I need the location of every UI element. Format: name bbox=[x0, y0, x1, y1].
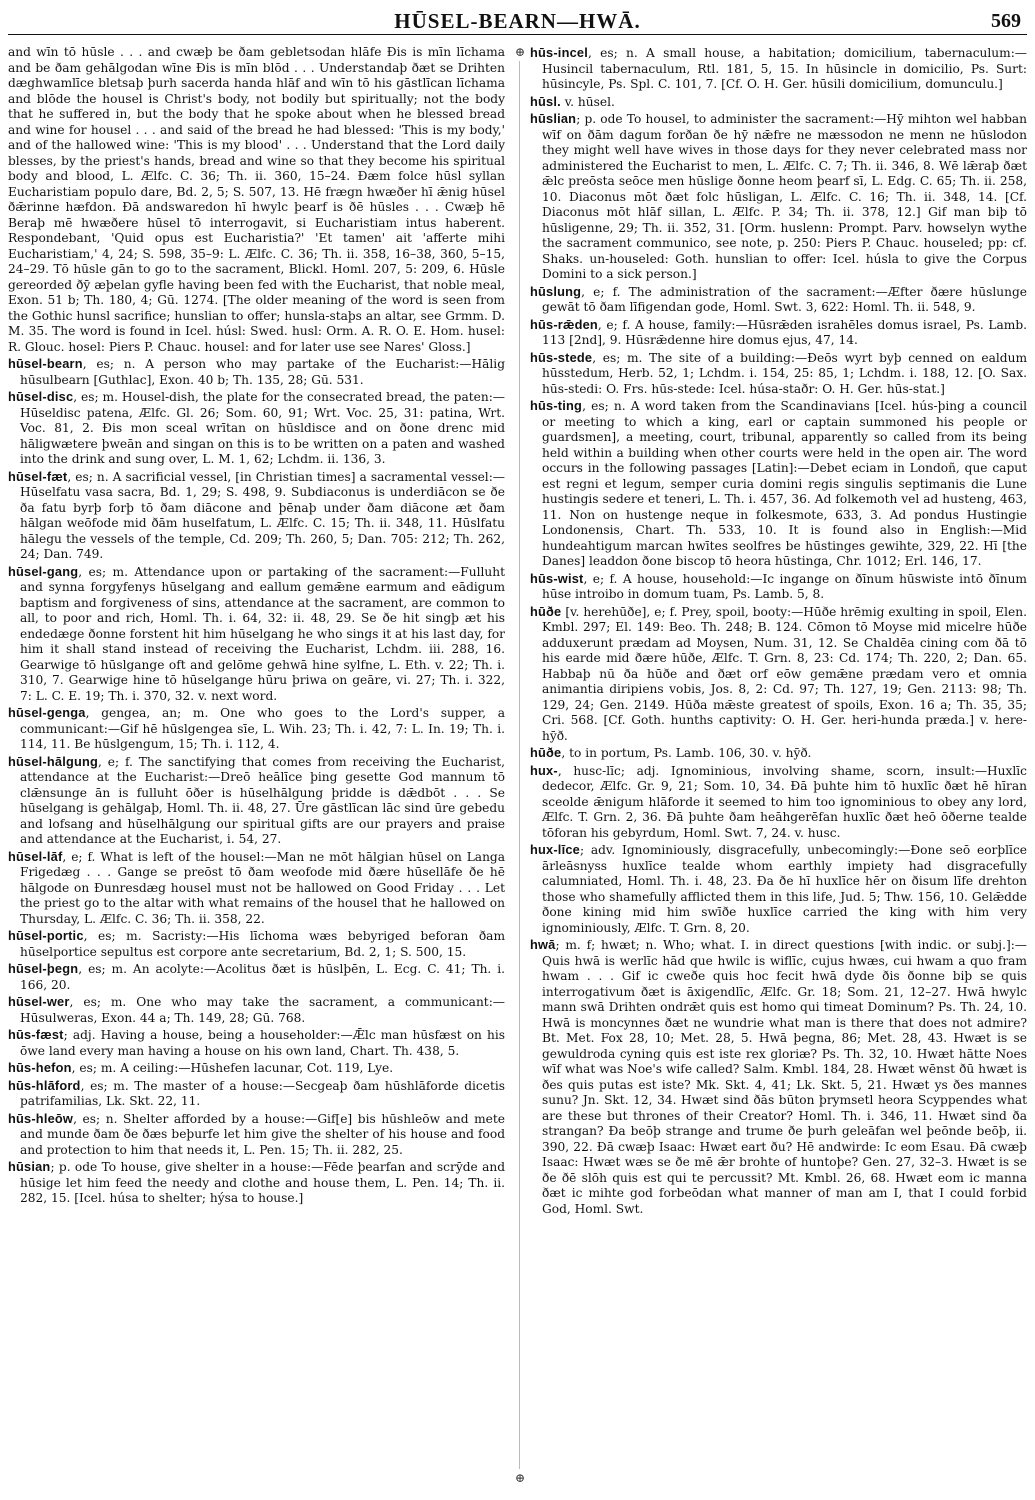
entry-headword: hūslian bbox=[530, 111, 577, 126]
dictionary-entry bbox=[530, 398, 1027, 570]
dictionary-entry bbox=[8, 469, 505, 563]
entry-headword: hūsel-hālgung bbox=[8, 753, 99, 769]
entry-text: , es; n. A person who may partake of the Eucharist:—Hālig hūsulbearn [Guthlac], Exon. 40 b; Th. 135, 28; Gū. 531. bbox=[20, 357, 505, 387]
dictionary-entry bbox=[8, 928, 505, 960]
entry-headword: hūs-rǣden bbox=[530, 316, 598, 332]
entry-headword: hūsel-wer bbox=[8, 994, 70, 1009]
dictionary-entry bbox=[8, 849, 505, 928]
entry-headword: hūsel-lāf bbox=[8, 848, 63, 864]
dictionary-entry bbox=[8, 994, 505, 1026]
entry-text: , gengea, an; m. One who goes to the Lord's supper, a communicant:—Gif hē hūslgengea sīe, L. Wih. 23; Th. i. 42, 7: L. In. 19; Th. i. 114, 11. Be hūslgengum, 15; Th. i. 112, 4. bbox=[20, 706, 505, 751]
entry-headword: hux- bbox=[530, 762, 558, 778]
divider-rule bbox=[519, 61, 520, 1469]
entry-text: , to in portum, Ps. Lamb. 106, 30. v. hȳð. bbox=[561, 746, 812, 760]
dictionary-entry bbox=[8, 1111, 505, 1159]
entry-text: , e; f. A house, family:—Hūsrǣden israhēles domus israel, Ps. Lamb. 113 [2nd], 9. Hūsrǣdenne hire domus ejus, 47, 14. bbox=[542, 317, 1027, 347]
entry-text: , es; m. The site of a building:—Ðeōs wyrt byþ cenned on ealdum hūsstedum, Herb. 52, 1; Lchdm. i. 154, 25: 85, 1; Lchdm. i. 188, 12. [O. Sax. hūs-stedi: O. Frs. hūs-stede: Icel. húsa-staðr: O. H. Ger. hūs-stat.] bbox=[542, 350, 1027, 396]
entry-headword: hūðe bbox=[530, 603, 562, 619]
entry-text: , es; n. A small house, a habitation; domicilium, tabernaculum:—Husincil tabernaculum, Rtl. 181, 5, 15. In hūsincle in domicilio, Ps. Surt: hūsincyle, Ps. Spl. C. 101, 7. [Cf. O. H. Ger. hūsili domicilium, domunculu.] bbox=[542, 46, 1027, 91]
registration-mark-icon: ⊕ bbox=[514, 1471, 526, 1485]
entry-text: , es; m. One who may take the sacrament, a communicant:—Hūsulweras, Exon. 44 a; Th. 149, 28; Gū. 768. bbox=[20, 995, 505, 1025]
running-head bbox=[8, 8, 1027, 35]
entry-text: ; p. ode To house, give shelter in a house:—Fēde þearfan and scrȳde and hūsige let him feed the needy and clothe and house them, L. Pen. 14; Th. ii. 282, 15. [Icel. húsa to shelter; hýsa to house.] bbox=[20, 1160, 505, 1205]
entry-headword: hūsel-disc bbox=[8, 389, 74, 404]
entry-headword: hūsel-gang bbox=[8, 563, 79, 579]
entry-text: , es; m. An acolyte:—Acolitus ðæt is hūslþēn, L. Ecg. C. 41; Th. i. 166, 20. bbox=[20, 962, 505, 992]
entry-text: , es; n. A sacrificial vessel, [in Christian times] a sacramental vessel:—Hūselfatu vasa sacra, Bd. 1, 29; S. 498, 9. Subdiaconus is underdiācon se ðe ða fatu byrþ forþ tō ðam diācone and þēnaþ under ðam diācone æt ðam hālgan weōfode mid ðām huselfatum, L. Ælfc. C. 15; Th. ii. 348, 11. Hūslfatu hālegu the vessels of the temple, Cd. 209; Th. 260, 5; Dan. 705: 212; Th. 262, 24; Dan. 749. bbox=[20, 469, 505, 561]
dictionary-entry bbox=[8, 1027, 505, 1059]
dictionary-entry bbox=[8, 1078, 505, 1110]
dictionary-entry bbox=[530, 317, 1027, 349]
entry-headword: hūsian bbox=[8, 1159, 51, 1174]
entry-headword: hūs-wist bbox=[530, 570, 584, 586]
entry-headword: hux-līce bbox=[530, 842, 580, 857]
dictionary-entry bbox=[530, 284, 1027, 316]
dictionary-entry bbox=[530, 45, 1027, 93]
entry-text: , e; f. A house, household:—Ic ingange on ðīnum hūswiste intō ðīnum hūse introibo in domum tuam, Ps. Lamb. 5, 8. bbox=[542, 571, 1027, 601]
text-columns bbox=[8, 45, 1027, 1485]
entry-text: , es; m. Sacristy:—His līchoma wæs bebyriged beforan ðam hūselportice sepultus est corpore ante secretarium, Bd. 2, 1; S. 500, 15. bbox=[20, 929, 505, 959]
entry-text: [v. herehūðe], e; f. Prey, spoil, booty:—Hūðe hrēmig exulting in spoil, Elen. Kmbl. 297; El. 149: Beo. Th. 248; B. 124. Cōmon tō Moyse mid micelre hūðe adduxerunt prædam ad Moysen, Num. 31, 12. Se Chaldēa cining com ðā tō his earde mid ðære hūðe, Ælfc. T. Grn. 8, 23: Cd. 174; Th. 220, 2; Dan. 65. Habbaþ nū ða hūðe and ðæt orf eōw gemǣne prædam vero et omnia animantia diripiens vobis, Jos. 8, 2: Cd. 97; Th. 127, 19; Gen. 2113: 98; Th. 129, 24; Gen. 2149. Hūða mǣste greatest of spoils, Exon. 16 a; Th. 35, 35; Cri. 568. [Cf. Goth. hunths captivity: O. H. Ger. heri-hunda præda.] v. here-hȳð. bbox=[542, 604, 1027, 743]
entry-headword: hūsel-portic bbox=[8, 928, 84, 943]
entry-text: , e; f. The administration of the sacrament:—Æfter ðære hūslunge gewāt tō ðam līfigendan gode, Homl. Swt. 3, 622: Homl. Th. ii. 548, 9. bbox=[542, 284, 1027, 314]
dictionary-entry bbox=[530, 937, 1027, 1217]
entry-text: ; adj. Having a house, being a householder:—Ǣlc man hūsfæst on his ōwe land every man having a house on his own land, Chart. Th. 438, 5. bbox=[20, 1028, 505, 1058]
entry-headword: hūðe bbox=[530, 745, 562, 760]
dictionary-entry bbox=[530, 763, 1027, 842]
entry-headword: hūs-stede bbox=[530, 349, 593, 365]
entry-text: , es; m. Attendance upon or partaking of the sacrament:—Fulluht and synna forgyfenys hūselgang and eallum gemǣne earmum and eādigum baptism and forgiveness of sins, attendance at the sacrament, are common to all, to poor and rich, Homl. Th. i. 64, 32: ii. 48, 29. Se ðe hit singþ æt his endedæge ðonne forstent hit him hūselgang he who sings it at his last day, for him it shall stand instead of receiving the Eucharist, Lchdm. iii. 288, 16. Gearwige tō hūslgange oft and gelōme gehwā hine sylfne, L. Eth. v. 22; Th. i. 310, 7. Gearwige hine tō hūselgange hūru þriwa on geāre, vi. 27; Th. i. 322, 7: L. C. E. 19; Th. i. 370, 32. v. next word. bbox=[20, 564, 505, 703]
entry-text: and wīn tō hūsle . . . and cwæþ be ðam gebletsodan hlāfe Ðis is mīn līchama and be ðam gehālgodan wīne Ðis is mīn blōd . . . Understandaþ ðæt se Drihten dæghwamlīce bletsaþ þurh sacerda handa hlāf and wīn tō his gāstlīcan līchama and blōde the housel is Christ's body, not bodily but spiritually; not the body that he suffered in, but the body that he spoke about when he blessed bread and wine for housel . . . and said of the bread he had blessed: 'This is my body,' and of the hallowed wine: 'This is my blood' . . . Understand that the Lord daily blesses, by the priest's hands, bread and wine so that they become his spiritual body and blood, L. Ælfc. C. 36; Th. ii. 360, 15–24. Ðæm folce hūsl syllan Eucharistiam populo dare, Bd. 2, 5; S. 507, 13. Hē frægn hwæðer hī ǣnig hūsel ðǣrinne hæfdon. Ðā andswaredon hī hwylc þearf is ðē hūsles . . . Cwæþ hē Beraþ mē hwæðere hūsel tō interrogavit, si Eucharistiam intus haberent. Respondebant, 'Quid opus est Eucharistia?' 'Et tamen' ait 'afferte mihi Eucharistiam,' 4, 24; S. 598, 35–9: L. Ælfc. C. 36; Th. ii. 358, 16–38, 360, 5–15, 24–29. Tō hūsle gān to go to the sacrament, Blickl. Homl. 207, 5: 209, 6. Hūsle gereorded ðȳ æþelan gyfle having been fed with the Eucharist, that noble meal, Exon. 51 b; Th. 180, 4; Gū. 1274. [The older meaning of the word is seen from the Gothic hunsl sacrifice; hunslian to offer; hunsla-staþs an altar, see Grmm. D. M. 35. The word is found in Icel. húsl: Swed. husl: Orm. A. R. O. E. Hom. husel: R. Glouc. hosel: Piers P. Chauc. housel: and for later use see Nares' Gloss.] bbox=[8, 45, 505, 354]
dictionary-entry bbox=[530, 111, 1027, 283]
entry-text: ; m. f; hwæt; n. Who; what. I. in direct questions [with indic. or subj.]:—Quis hwā is werlīc hād que hwilc is wiflīc, cujus hwæs, cui hwam a quo fram hwam . . . Gif ic cweðe quis hoc fecit hwā dyde ðis ðonne biþ se quis interrogativum ðæt is āxigendlīc, Ælfc. Gr. 18; Som. 21, 12–27. Hwā hwylc mann swā Drihten ondrǣt quis est homo qui timeat Dominum? Ps. Th. 24, 10. Hwā is moncynnes ðæt ne wundrie what man is there that does not admire? Bt. Met. Fox 28, 10; Met. 28, 5. Hwā þegna, 86; Met. 28, 43. Hwæt is se gewuldroda cyning quis est iste rex gloriæ? Ps. Th. 32, 10. Hwæt hātte Noes wīf what was Noe's wife called? Salm. Kmbl. 184, 28. Hwæt wēnst ðū hwæt is ðes quis putas est iste? Mk. Skt. 4, 41; Lk. Skt. 5, 21. Hwæt ys ðes mannes sunu? Jn. Skt. 12, 34. Hwæt sind ðās būton þrymsetl heora Scyppendes what are these but thrones of their Creator? Homl. Th. i. 346, 11. Hwæt sind ða strangan? Ða beōþ strange and trume ðe þurh geleāfan wel þeōnde beōþ, ii. 390, 22. Ðā cwæþ Isaac: Hwæt eart ðu? Hē andwirde: Ic eom Esau. Ðā cwæþ Isaac: Hwæt wæs se ðe mē ǣr brohte of huntoþe? Gen. 27, 32–3. Hwæt is se ðe ðē slōh quis est qui te percussit? Mt. Kmbl. 26, 68. Hwæt eom ic manna ðæt ic mihte god forbeōdan what manner of man am I, that I could forbid God, Homl. Swt. bbox=[542, 938, 1027, 1216]
dictionary-entry bbox=[530, 571, 1027, 603]
entry-text: , es; n. A word taken from the Scandinavians [Icel. hús-þing a council or meeting to which a king, earl or captain summoned his people or guardsmen], a meeting, court, tribunal, apparently so called from its being held within a building when other courts were held in the open air. The word occurs in the following passages [Latin]:—Debet eciam in Londoñ, que caput est regni et legum, semper curia domini regis singulis septimanis die Lune hustingis sedere et teneri, L. Th. i. 457, 36. Ad folkemoth vel ad husteng, 463, 11. Non on hustenge neque in folkesmote, 633, 3. Ad pondus Hustingie Londonensis, Chart. Th. 533, 10. It is found also in English:—Mid hundeahtigum marcan hwītes seolfres be hūstinges gewihte, 329, 22. Hī [the Danes] leaddon ðone biscop tō heora hūstinga, Chr. 1012; Erl. 146, 17. bbox=[542, 399, 1027, 568]
dictionary-entry bbox=[8, 389, 505, 468]
dictionary-entry bbox=[530, 842, 1027, 936]
dictionary-entry bbox=[530, 745, 1027, 762]
dictionary-entry bbox=[8, 1060, 505, 1077]
entry-headword: hūsel-fæt bbox=[8, 468, 68, 484]
dictionary-entry bbox=[8, 564, 505, 705]
dictionary-entry bbox=[8, 356, 505, 388]
entry-headword: hūsel-genga bbox=[8, 705, 86, 720]
entry-text: , es; m. The master of a house:—Secgeaþ ðam hūshlāforde dicetis patrifamilias, Lk. Skt. 22, 11. bbox=[20, 1078, 505, 1108]
dictionary-entry bbox=[530, 350, 1027, 398]
dictionary-entry bbox=[8, 961, 505, 993]
entry-headword: hūsel-bearn bbox=[8, 356, 83, 371]
entry-text: , husc-līc; adj. Ignominious, involving shame, scorn, insult:—Huxlīc dedecor, Ælfc. Gr. 9, 21; Som. 10, 34. Ðā þuhte him tō huxlīc ðæt hē hīran sceolde ǣnigum hlāforde it seemed to him too ignominious to obey any lord, Ælfc. T. Grn. 2, 36. Ðā þuhte ðam heāhgerēfan huxlīc ðæt heō ōðerne tealde tōforan his gebyrdum, Homl. Swt. 7, 24. v. husc. bbox=[542, 763, 1027, 840]
entry-headword: hwā bbox=[530, 937, 556, 952]
entry-headword: hūs-ting bbox=[530, 398, 583, 413]
column-divider bbox=[513, 45, 527, 1485]
entry-headword: hūs-hefon bbox=[8, 1060, 72, 1075]
left-column bbox=[8, 45, 505, 1485]
dictionary-entry bbox=[8, 754, 505, 848]
entry-headword: hūs-fæst bbox=[8, 1027, 64, 1042]
entry-text: , es; m. A ceiling:—Hūshefen lacunar, Cot. 119, Lye. bbox=[71, 1061, 394, 1075]
entry-text: , es; m. Housel-dish, the plate for the consecrated bread, the paten:—Hūseldisc patena, Ælfc. Gl. 26; Som. 60, 91; Wrt. Voc. 25, 31: patina, Wrt. Voc. 81, 2. Ðis mon sceal wrītan on hūsldisce and on ðone drenc mid hāligwætere þweān and singan on this is to be written on a paten and washed into the drink and sung over, L. M. 1, 62; Lchdm. ii. 136, 3. bbox=[20, 390, 505, 466]
right-column bbox=[530, 45, 1027, 1485]
entry-text: v. hūsel. bbox=[560, 94, 615, 109]
dictionary-entry bbox=[8, 1159, 505, 1207]
dictionary-entry bbox=[8, 705, 505, 753]
dictionary-entry bbox=[530, 604, 1027, 745]
entry-headword: hūs-hlāford bbox=[8, 1077, 81, 1093]
page-number: 569 bbox=[991, 10, 1021, 32]
entry-headword: hūslung bbox=[530, 283, 582, 299]
entry-headword: hūsel-þegn bbox=[8, 961, 79, 976]
entry-headword: hūsl. bbox=[530, 93, 561, 109]
entry-text: , e; f. What is left of the housel:—Man ne mōt hālgian hūsel on Langa Frigedæg . . . Gange se preōst tō ðam weofode mid ðære hūsellāfe ðe hē hālgode on Ðunresdæg housel must not be hallowed on Good Friday . . . Let the priest go to the altar with what remains of the housel that he hallowed on Thursday, L. Ælfc. C. 36; Th. ii. 358, 22. bbox=[20, 849, 505, 926]
dictionary-entry bbox=[530, 94, 1027, 111]
entry-text: ; adv. Ignominiously, disgracefully, unbecomingly:—Ðone seō eorþlīce ārleāsnyss huxlīce tealde whom earthly impiety had disgracefully calumniated, Homl. Th. i. 48, 23. Ða ðe hī huxlīce hēr on ðisum līfe drehton those who shamefully afflicted them in this life, Jud. 5; Thw. 156, 10. Gelǣdde ðone kining mid him swīðe huxlīce carried the king with him very ignominiously, Ælfc. T. Grn. 8, 20. bbox=[542, 843, 1027, 935]
entry-headword: hūs-incel bbox=[530, 45, 588, 60]
entry-text: , e; f. The sanctifying that comes from receiving the Eucharist, attendance at the Eucharist:—Dreō heālīce þing gesette God mannum tō clǣnsunge ān is fulluht ōðer is hūselhālgung þridde is dǣdbōt . . . Se hūselgang is gehālgaþ, Homl. Th. ii. 48, 27. Ūre gāstlīcan lāc sind ūre gebedu and lofsang and hūselhālgung our spiritual gifts are our prayers and praise and attendance at the Eucharist, i. 54, 27. bbox=[20, 754, 505, 846]
entry-text: ; p. ode To housel, to administer the sacrament:—Hȳ mihton wel habban wīf on ðām dagum forðan ðe hȳ nǣfre ne mæssodon ne menn ne hūslodon they might well have wives in those days for they never celebrated mass nor administered the Eucharist to men, L. Ælfc. C. 7; Th. ii. 346, 8. Wē lǣraþ ðæt ǣlc preōsta seōce men hūslige ðonne heom þearf sī, L. Edg. C. 65; Th. ii. 258, 10. Diaconus mōt ðæt folc hūsligan, L. Ælfc. C. 16; Th. ii. 348, 14. [Cf. Diaconus mōt hlāf sillan, L. Ælfc. P. 34; Th. ii. 378, 12.] Gif man biþ tō hūsligenne, 29; Th. ii. 352, 31. [Orm. huslenn: Prompt. Parv. howselyn wythe the sacrament communico, see note, p. 250: Piers P. Chauc. houseled; pp: cf. Shaks. un-houseled: Goth. hunslian to offer: Icel. húsla to give the Corpus Domini to a sick person.] bbox=[542, 112, 1027, 281]
entry-headword: hūs-hleōw bbox=[8, 1110, 74, 1126]
registration-mark-icon: ⊕ bbox=[514, 45, 526, 59]
dictionary-entry bbox=[8, 45, 505, 355]
page-title: HŪSEL-BEARN—HWĀ. bbox=[394, 9, 641, 33]
entry-text: , es; n. Shelter afforded by a house:—Gif[e] bis hūshleōw and mete and munde ðam ðe ðæs beþurfe let him give the shelter of his house and food and protection to him that needs it, L. Pen. 15; Th. ii. 282, 25. bbox=[20, 1111, 505, 1157]
